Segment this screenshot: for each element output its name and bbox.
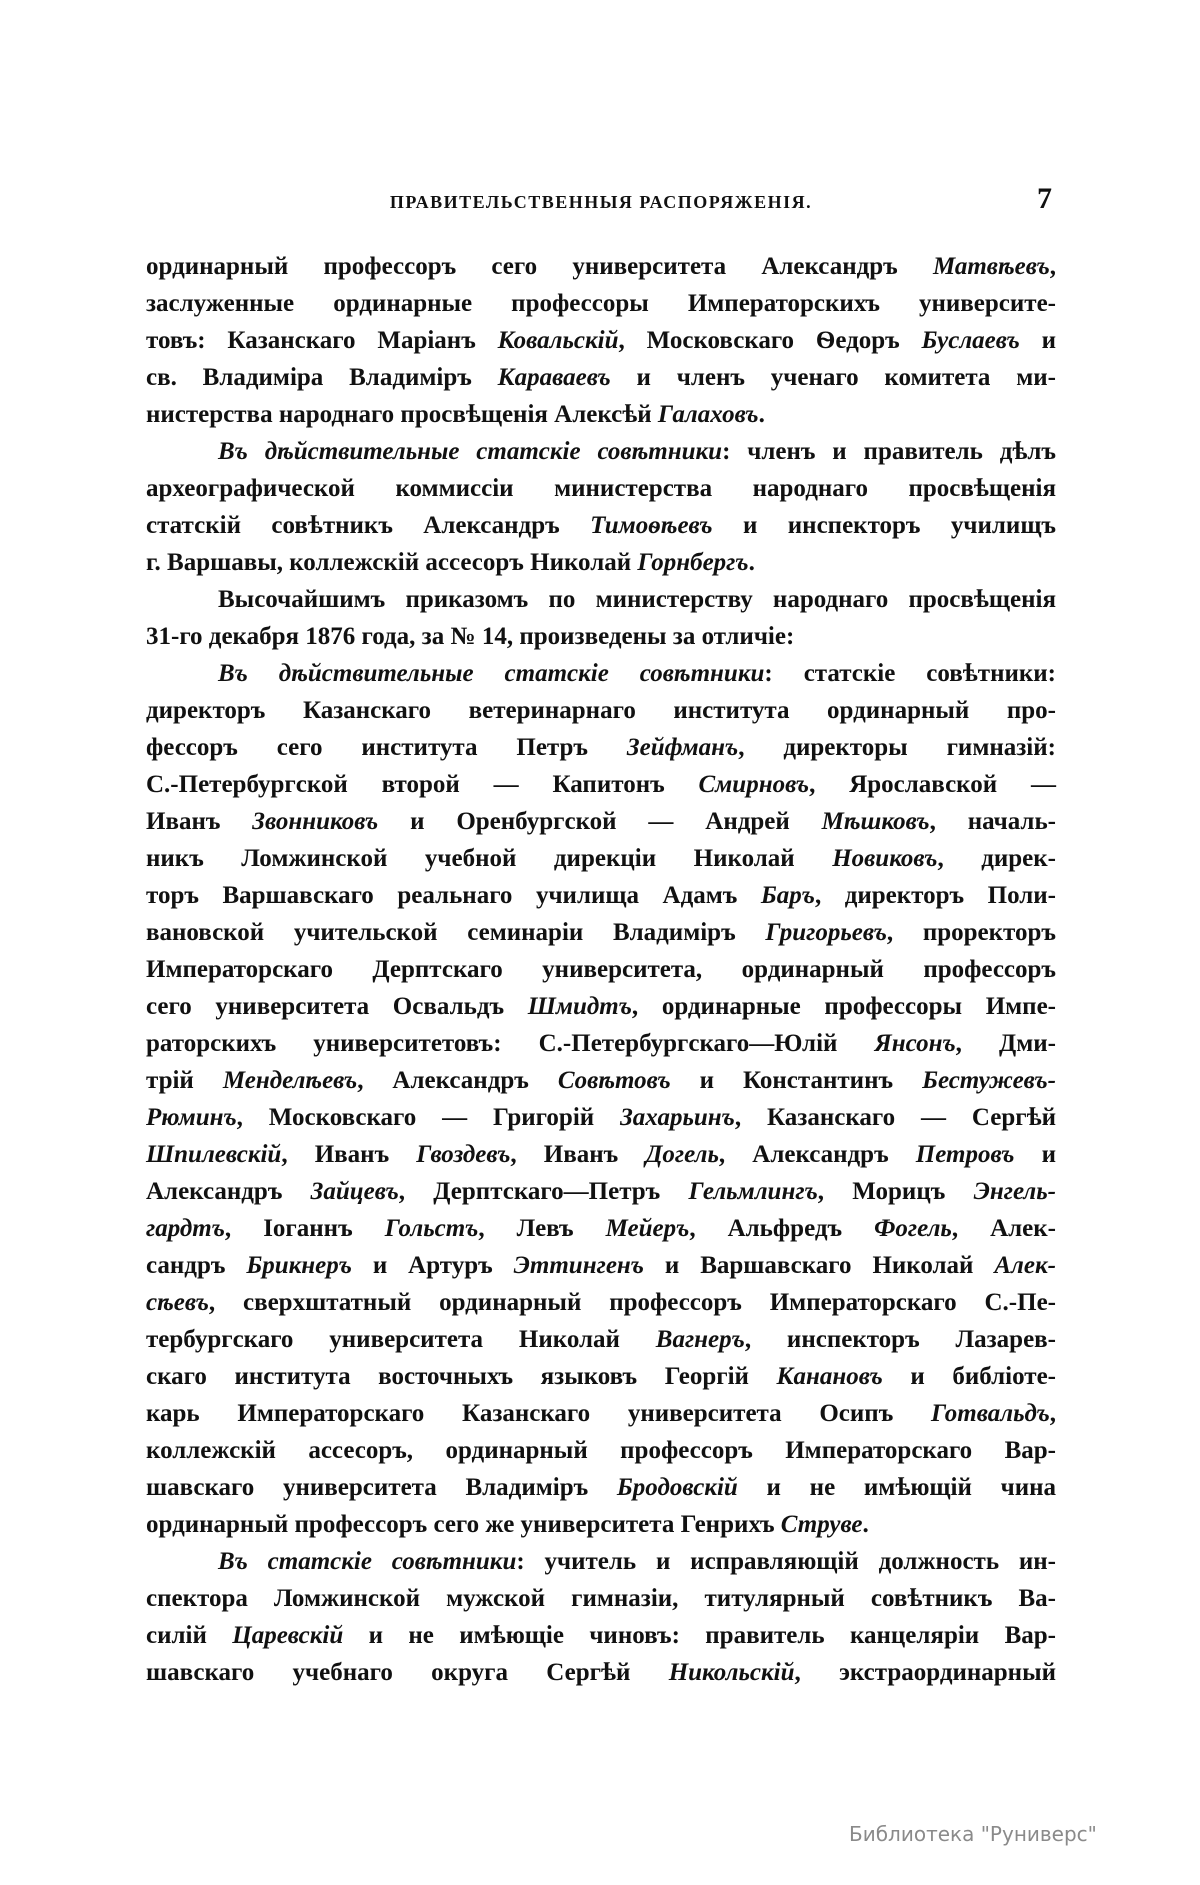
paragraph	[146, 1543, 1056, 1691]
text-run: , Московскаго — Григорій	[236, 1104, 621, 1131]
text-line	[146, 1543, 1056, 1580]
text-run: и Варшавскаго Николай	[643, 1252, 995, 1279]
running-head-title: ПРАВИТЕЛЬСТВЕННЫЯ РАСПОРЯЖЕНІЯ.	[389, 192, 813, 212]
page-number: 7	[1037, 182, 1052, 215]
text-run: Александръ	[146, 1178, 311, 1205]
paragraph	[146, 433, 1056, 581]
text-run: , Дерптскаго—Петръ	[398, 1178, 689, 1205]
text-run: ординарный профессоръ сего университета Александръ	[146, 253, 933, 280]
italic-name: Никольскій	[668, 1659, 795, 1686]
text-run: : учитель и исправляющій должность ин-	[516, 1548, 1056, 1575]
italic-name: Струве	[780, 1511, 863, 1538]
text-line	[146, 359, 1056, 396]
text-line	[146, 433, 1056, 470]
text-line	[146, 1284, 1056, 1321]
italic-name: Царевскій	[232, 1622, 344, 1649]
italic-name: гардтъ	[146, 1215, 225, 1242]
italic-name: Григорьевъ	[765, 919, 887, 946]
italic-name: Янсонъ	[874, 1030, 956, 1057]
text-run: вановской учительской семинаріи Владиміръ	[146, 919, 766, 946]
text-line	[146, 1173, 1056, 1210]
italic-name: Готвальдъ	[931, 1400, 1050, 1427]
paragraph	[146, 581, 1056, 655]
text-run: и Константинъ	[670, 1067, 923, 1094]
text-run: Высочайшимъ приказомъ по министерству народнаго просвѣщенія	[218, 586, 1056, 613]
italic-name: Горнбергъ	[637, 549, 749, 576]
text-run: .	[748, 549, 755, 576]
text-run: статскій совѣтникъ Александръ	[146, 512, 591, 539]
text-run: .	[862, 1511, 869, 1538]
text-run: и инспекторъ училищъ	[712, 512, 1057, 539]
text-line	[146, 655, 1056, 692]
text-line	[146, 1654, 1056, 1691]
text-run: тербургскаго университета Николай	[146, 1326, 656, 1353]
italic-name: Шпилевскій	[146, 1141, 282, 1168]
text-line	[146, 1247, 1056, 1284]
italic-name: Захарьинъ	[620, 1104, 735, 1131]
italic-name: Тимоѳѣевъ	[590, 512, 713, 539]
italic-name: Эттингенъ	[513, 1252, 644, 1279]
text-line	[146, 1136, 1056, 1173]
text-run: силій	[146, 1622, 233, 1649]
italic-name: Новиковъ	[832, 845, 938, 872]
text-run: ординарный профессоръ сего же университета Генрихъ	[146, 1511, 781, 1538]
italic-name: Гельмлингъ	[688, 1178, 818, 1205]
text-run: шавскаго учебнаго округа Сергѣй	[146, 1659, 669, 1686]
text-run: .	[758, 401, 765, 428]
text-line	[146, 1432, 1056, 1469]
text-run: и членъ ученаго комитета ми-	[610, 364, 1057, 391]
italic-name: Алек-	[994, 1252, 1056, 1279]
text-line	[146, 1210, 1056, 1247]
italic-name: Буслаевъ	[921, 327, 1020, 354]
text-run: карь Императорскаго Казанскаго университета Осипъ	[146, 1400, 931, 1427]
text-line	[146, 729, 1056, 766]
text-run: сего университета Освальдъ	[146, 993, 528, 1020]
text-line	[146, 618, 1056, 655]
text-line	[146, 285, 1056, 322]
italic-name: Мѣшковъ	[821, 808, 930, 835]
text-line	[146, 951, 1056, 988]
italic-name: Баръ	[760, 882, 815, 909]
text-run: трій	[146, 1067, 223, 1094]
text-run: и библіоте-	[882, 1363, 1057, 1390]
text-line	[146, 507, 1056, 544]
text-run: никъ Ломжинской учебной дирекціи Николай	[146, 845, 833, 872]
italic-name: Энгель-	[973, 1178, 1057, 1205]
text-run: раторскихъ университетовъ: С.-Петербургскаго—Юлій	[146, 1030, 875, 1057]
text-run: и не имѣющій чина	[737, 1474, 1057, 1501]
text-line	[146, 840, 1056, 877]
text-run: и	[1014, 1141, 1057, 1168]
text-run: Иванъ	[146, 808, 253, 835]
text-line	[146, 1358, 1056, 1395]
text-run: товъ: Казанскаго Маріанъ	[146, 327, 498, 354]
text-run: , дирек-	[937, 845, 1056, 872]
italic-name: Рюминъ	[146, 1104, 237, 1131]
text-run: , Казанскаго — Сергѣй	[734, 1104, 1056, 1131]
italic-name: Канановъ	[776, 1363, 883, 1390]
text-run: , Левъ	[478, 1215, 606, 1242]
text-run: , сверхштатный ординарный профессоръ Императорскаго С.-Пе-	[208, 1289, 1056, 1316]
italic-name: Зайцевъ	[310, 1178, 399, 1205]
text-run: , директоры гимназій:	[738, 734, 1056, 761]
italic-name: Въ дѣйствительные статскіе совѣтники	[218, 438, 723, 465]
text-line	[146, 1062, 1056, 1099]
text-run: и	[1019, 327, 1056, 354]
text-run: : статскіе совѣтники:	[764, 660, 1057, 687]
text-run: , началь-	[929, 808, 1056, 835]
italic-name: Ковальскій	[497, 327, 619, 354]
italic-name: Вагнеръ	[655, 1326, 745, 1353]
text-line	[146, 581, 1056, 618]
text-line	[146, 877, 1056, 914]
body-text	[146, 248, 1056, 1691]
italic-name: Мейеръ	[605, 1215, 690, 1242]
text-run: , Александръ	[718, 1141, 916, 1168]
text-run: фессоръ сего института Петръ	[146, 734, 627, 761]
text-run: нистерства народнаго просвѣщенія Алексѣй	[146, 401, 658, 428]
text-run: св. Владиміра Владиміръ	[146, 364, 498, 391]
text-line	[146, 248, 1056, 285]
text-run: , инспекторъ Лазарев-	[744, 1326, 1056, 1353]
text-run: г. Варшавы, коллежскій ассесоръ Николай	[146, 549, 638, 576]
text-run: , экстраординарный	[794, 1659, 1056, 1686]
italic-name: Догель	[645, 1141, 719, 1168]
text-line	[146, 1506, 1056, 1543]
italic-name: Менделѣевъ	[222, 1067, 358, 1094]
italic-name: Звонниковъ	[252, 808, 379, 835]
text-run: , ординарные профессоры Импе-	[631, 993, 1056, 1020]
text-run: , Морицъ	[817, 1178, 974, 1205]
text-line	[146, 1395, 1056, 1432]
text-line	[146, 1580, 1056, 1617]
text-line	[146, 470, 1056, 507]
italic-name: Зейфманъ	[626, 734, 739, 761]
text-run: , Алек-	[951, 1215, 1057, 1242]
text-line	[146, 914, 1056, 951]
text-line	[146, 1469, 1056, 1506]
text-run: и не имѣющіе чиновъ: правитель канцеляріи Вар-	[343, 1622, 1056, 1649]
running-head	[146, 182, 1056, 218]
italic-name: сѣевъ	[146, 1289, 209, 1316]
text-run: , Альфредъ	[689, 1215, 875, 1242]
text-line	[146, 544, 1056, 581]
text-run: , Дми-	[955, 1030, 1056, 1057]
text-run: и Артуръ	[351, 1252, 514, 1279]
text-run: заслуженные ординарные профессоры Императорскихъ университе-	[146, 290, 1056, 317]
text-run: ,	[1049, 1400, 1056, 1427]
text-line	[146, 988, 1056, 1025]
text-line	[146, 692, 1056, 729]
text-run: директоръ Казанскаго ветеринарнаго института ординарный про-	[146, 697, 1056, 724]
text-line	[146, 1099, 1056, 1136]
text-run: , директоръ Поли-	[814, 882, 1057, 909]
italic-name: Матвѣевъ	[932, 253, 1050, 280]
text-run: , Иванъ	[510, 1141, 646, 1168]
text-line	[146, 803, 1056, 840]
text-run: 31-го декабря 1876 года, за № 14, произведены за отличіе:	[146, 623, 795, 650]
text-run: и Оренбургской — Андрей	[378, 808, 822, 835]
paragraph	[146, 248, 1056, 433]
text-run: ,	[1049, 253, 1056, 280]
italic-name: Брикнеръ	[246, 1252, 352, 1279]
text-run: , проректоръ	[886, 919, 1056, 946]
text-run: спектора Ломжинской мужской гимназіи, титулярный совѣтникъ Ва-	[146, 1585, 1056, 1612]
text-run: сандръ	[146, 1252, 247, 1279]
italic-name: Совѣтовъ	[557, 1067, 671, 1094]
text-run: Императорскаго Дерптскаго университета, ординарный профессоръ	[146, 956, 1056, 983]
text-line	[146, 396, 1056, 433]
text-run: археографической коммиссіи министерства народнаго просвѣщенія	[146, 475, 1056, 502]
italic-name: Фогель	[874, 1215, 952, 1242]
text-run: , Іоганнъ	[224, 1215, 385, 1242]
text-run: С.-Петербургской второй — Капитонъ	[146, 771, 699, 798]
italic-name: Гольстъ	[384, 1215, 479, 1242]
text-run: , Александръ	[357, 1067, 558, 1094]
italic-name: Смирновъ	[698, 771, 810, 798]
text-line	[146, 1617, 1056, 1654]
text-run: : членъ и правитель дѣлъ	[722, 438, 1056, 465]
italic-name: Караваевъ	[497, 364, 611, 391]
text-line	[146, 322, 1056, 359]
text-run: торъ Варшавскаго реальнаго училища Адамъ	[146, 882, 761, 909]
text-line	[146, 766, 1056, 803]
italic-name: Шмидтъ	[527, 993, 632, 1020]
text-run: , Иванъ	[281, 1141, 417, 1168]
italic-name: Петровъ	[915, 1141, 1015, 1168]
text-run: , Московскаго Ѳедоръ	[618, 327, 922, 354]
italic-name: Бестужевъ-	[922, 1067, 1057, 1094]
text-run: , Ярославской —	[809, 771, 1056, 798]
italic-name: Въ дѣйствительные статскіе совѣтники	[218, 660, 765, 687]
text-run: коллежскій ассесоръ, ординарный профессоръ Императорскаго Вар-	[146, 1437, 1056, 1464]
italic-name: Галаховъ	[657, 401, 759, 428]
italic-name: Въ статскіе совѣтники	[218, 1548, 517, 1575]
text-run: шавскаго университета Владиміръ	[146, 1474, 617, 1501]
library-watermark: Библиотека "Руниверс"	[849, 1822, 1097, 1846]
text-line	[146, 1025, 1056, 1062]
italic-name: Гвоздевъ	[416, 1141, 511, 1168]
paragraph	[146, 655, 1056, 1543]
text-run: скаго института восточныхъ языковъ Георгій	[146, 1363, 777, 1390]
text-line	[146, 1321, 1056, 1358]
italic-name: Бродовскій	[616, 1474, 738, 1501]
